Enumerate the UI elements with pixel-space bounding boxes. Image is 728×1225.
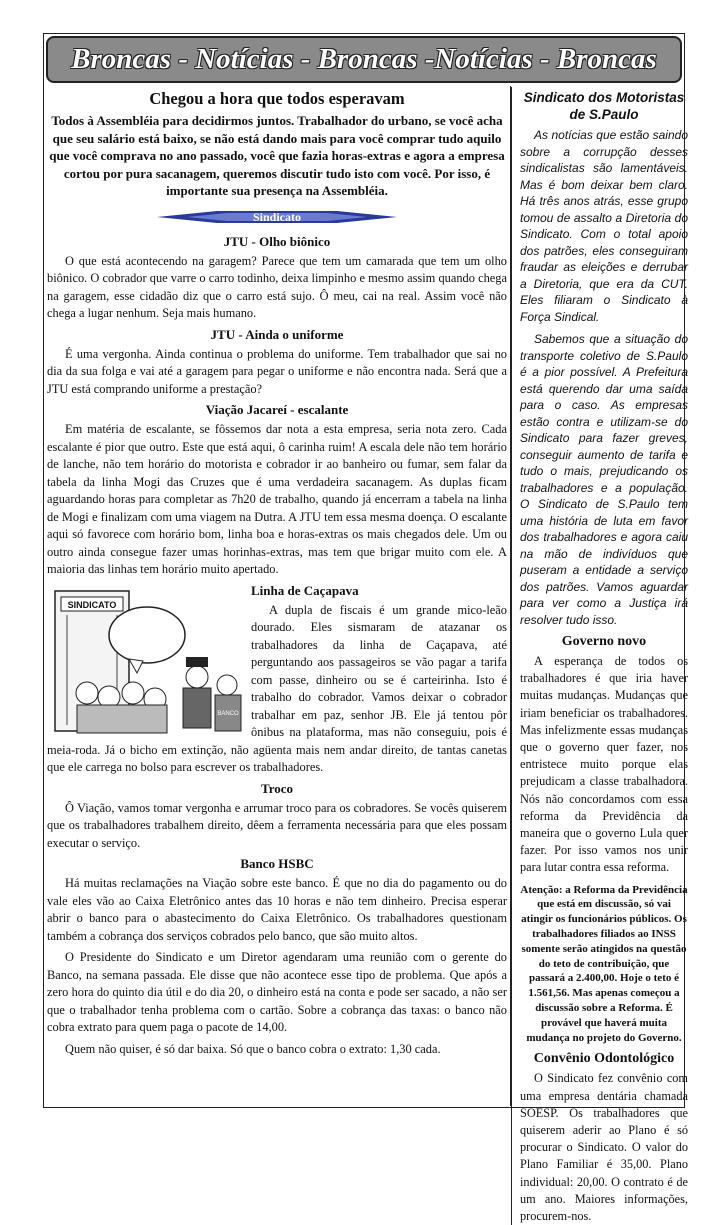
sidebar-paragraph-1: As notícias que estão saindo sobre a corrupção desses sindicalistas são lamentáveis. Mas é bom deixar bem claro. Há três anos atrás, esse grupo tomou de assalto a Diretoria do Sindicato. Com o total apoio dos patrões, eles conseguiram fraudar as eleições e derrubar a Diretoria, que era da CUT. Eles filiaram o Sindicato à Força Sindical. xyxy=(520,128,688,324)
cartoon-label-text: BANCO xyxy=(217,710,239,717)
section-text-hsbc-1: Há muitas reclamações na Viação sobre este banco. É que no dia do pagamento ou do vale eles vão ao Caixa Eletrônico antes das 10 horas e não tem dinheiro. Precisa esperar abrir o banco para o abastecimento do Caixa Eletrônico. Os trabalhadores questionam também a cobrança dos serviços cobrados pelo banco, que são muito altos. xyxy=(47,876,507,943)
section-text-hsbc-3: Quem não quiser, é só dar baixa. Só que o banco cobra o extrato: 1,30 cada. xyxy=(65,1041,441,1056)
section-text-escalante: Em matéria de escalante, se fôssemos dar nota a esta empresa, seria nota zero. Cada escalante é pior que outro. Este que está aqui, ô carinha ruim! A escala dele não tem horário de lanche, não tem horário do motorista e cobrador ir ao banheiro ou fumar, sem falar da tabela da linha Mogi das Cruzes que é uma verdadeira sacanagem. As duplas ficam aguardando horas para completar as 7h20 de trabalho, quando já encerram a tabela na linha de Mogi e finalizam com uma viagem na Dutra. A JTU tem essa mesma doença. O escalante aqui só favorece com horário bom, linha boa e horas-extras os mais chegados dele. Um ou outro ainda consegue fazer umas horinhas-extras, mas tem que brigar muito com ele. A maioria das linhas tem horário muito apertado. xyxy=(47,422,507,576)
governo-text: A esperança de todos os trabalhadores é que iria haver muitas mudanças. Mudanças que iriam beneficiar os trabalhadores. Mas infelizmente essas mudanças que o governo quer fazer, nos entristece muito porque elas prejudicam a classe trabalhadora. Nós não concordamos com essa reforma da Previdência da maneira que o governo Lula quer fazer. Por isso vamos nos unir para lutar contra essa reforma. xyxy=(520,654,688,875)
reforma-notice: Atenção: a Reforma da Previdência que está em discussão, só vai atingir os funcionários públicos. Os trabalhadores filiados ao INSS somente serão atingidos na questão do teto de contribuição, que passará a 2.400,00. Hoje o teto é 1.561,56. Mas apenas começou a discussão sobre a Reforma. É provável que haverá muita mudança no projeto do Governo. xyxy=(520,883,688,1044)
sidebar-paragraph-2: Sabemos que a situação do transporte coletivo de S.Paulo é a pior possível. A Prefeitura está querendo dar uma saída para o caso. As empresas estão contra e utilizam-se do Sindicato para fazer greves, conseguir aumento de tarifa e tudo o mais, prejudicando os trabalhadores e a população. O Sindicato de S.Paulo tem uma história de luta em favor dos trabalhadores e agora caiu na mão de indivíduos que puseram a entidade a serviço dos patrões. Vamos aguardar para ver como a Justiça irá resolver tudo isso. xyxy=(520,332,688,627)
newsletter-frame xyxy=(43,33,688,1224)
cacapava-block xyxy=(47,583,507,777)
convenio-title: Convênio Odontológico xyxy=(533,1051,675,1067)
section-title-hsbc: Banco HSBC xyxy=(240,856,314,871)
header-banner xyxy=(46,36,682,83)
section-text-hsbc-2: O Presidente do Sindicato e um Diretor agendaram uma reunião com o gerente do Banco, na semana passada. Ele disse que não acontece esse tipo de problema. Que após a zero hora do quinto dia útil e do dia 20, o dinheiro está na conta e pode ser sacado, a não ser que o trabalhador tenha problema com o cartão. Sobre a cobrança das taxas: o banco não cobra extrato para quem paga o pacote de 14,00. xyxy=(47,950,507,1034)
section-text-troco: Ô Viação, vamos tomar vergonha e arrumar troco para os cobradores. Se vocês quiserem que os trabalhadores trabalhem direito, dêem a ferramenta necessária para que eles possam executar o serviço. xyxy=(47,800,507,850)
sindicato-logo-text: Sindicato xyxy=(252,209,302,224)
intro-text: Todos à Assembléia para decidirmos juntos. Trabalhador do urbano, se você acha que seu salário está baixo, se não está dando mais para você comprar tudo aquilo que você comprava no ano passado, você que fazia horas-extras e agora a empresa cortou por pura sacanagem, queremos discutir tudo isto com você. Por isso, é importante sua presença na Assembléia. xyxy=(49,113,505,198)
section-title-uniforme: JTU - Ainda o uniforme xyxy=(210,326,344,342)
sindicato-logo-graphic xyxy=(157,206,397,228)
banner-title: Broncas - Notícias - Broncas -Notícias - Broncas xyxy=(71,43,657,75)
section-title-olho: JTU - Olho biônico xyxy=(223,233,331,249)
union-cartoon-image xyxy=(47,585,245,737)
cartoon-sign-text: SINDICATO xyxy=(67,599,117,610)
sidebar-title: Sindicato dos Motoristas de S.Paulo xyxy=(523,90,685,122)
section-text-cacapava: A dupla de fiscais é um grande mico-leão dourado. Eles sismaram de atazanar os trabalhadores da linha de Caçapava, até perguntando aos passageiros se vão pagar a tarifa com passe, dinheiro ou se é carteirinha. Isto é trabalho do cobrador. Vamos deixar o cobrador trabalhar em paz, senhor JB. Ele já tentou pôr ônibus na plataforma, mas não conseguiu, pois é meia-roda. Já o bicho em extinção, não agüenta mais nem andar direito, de tantas canetas que ele carrega no bolso para escrever os trabalhadores. xyxy=(47,602,507,774)
section-title-troco: Troco xyxy=(260,780,293,796)
governo-title: Governo novo xyxy=(561,634,647,649)
sidebar-column xyxy=(511,87,688,1225)
section-title-escalante: Viação Jacareí - escalante xyxy=(205,402,349,417)
section-title-cacapava: Linha de Caçapava xyxy=(251,582,359,598)
section-text-uniforme: É uma vergonha. Ainda continua o problema do uniforme. Tem trabalhador que sai no dia da sua folga e vai até a garagem para pegar o uniforme e não encontra nada. Será que a JTU está comprando uniforme a prestação? xyxy=(47,346,507,396)
convenio-text: O Sindicato fez convênio com uma empresa dentária chamada SOESP. Os trabalhadores que quiserem aderir ao Plano é só procurar o Sindicato. O valor do Plano Familiar é 35,00. Plano individual: 20,00. O contrato é de um ano. Maiores informações, procurem-nos. xyxy=(520,1071,688,1224)
main-headline: Chegou a hora que todos esperavam xyxy=(149,89,405,108)
sindicato-logo xyxy=(47,206,507,228)
section-text-olho: O que está acontecendo na garagem? Parece que tem um camarada que tem um olho biônico. O cobrador que varre o carro todinho, deixa limpinho e mesmo assim quando chega na garagem, esse cidadão diz que o carro está sujo. Ô meu, cai na real. Assim você não chega a lugar nenhum. Seja mais humano. xyxy=(47,253,507,320)
main-column xyxy=(47,87,507,1058)
